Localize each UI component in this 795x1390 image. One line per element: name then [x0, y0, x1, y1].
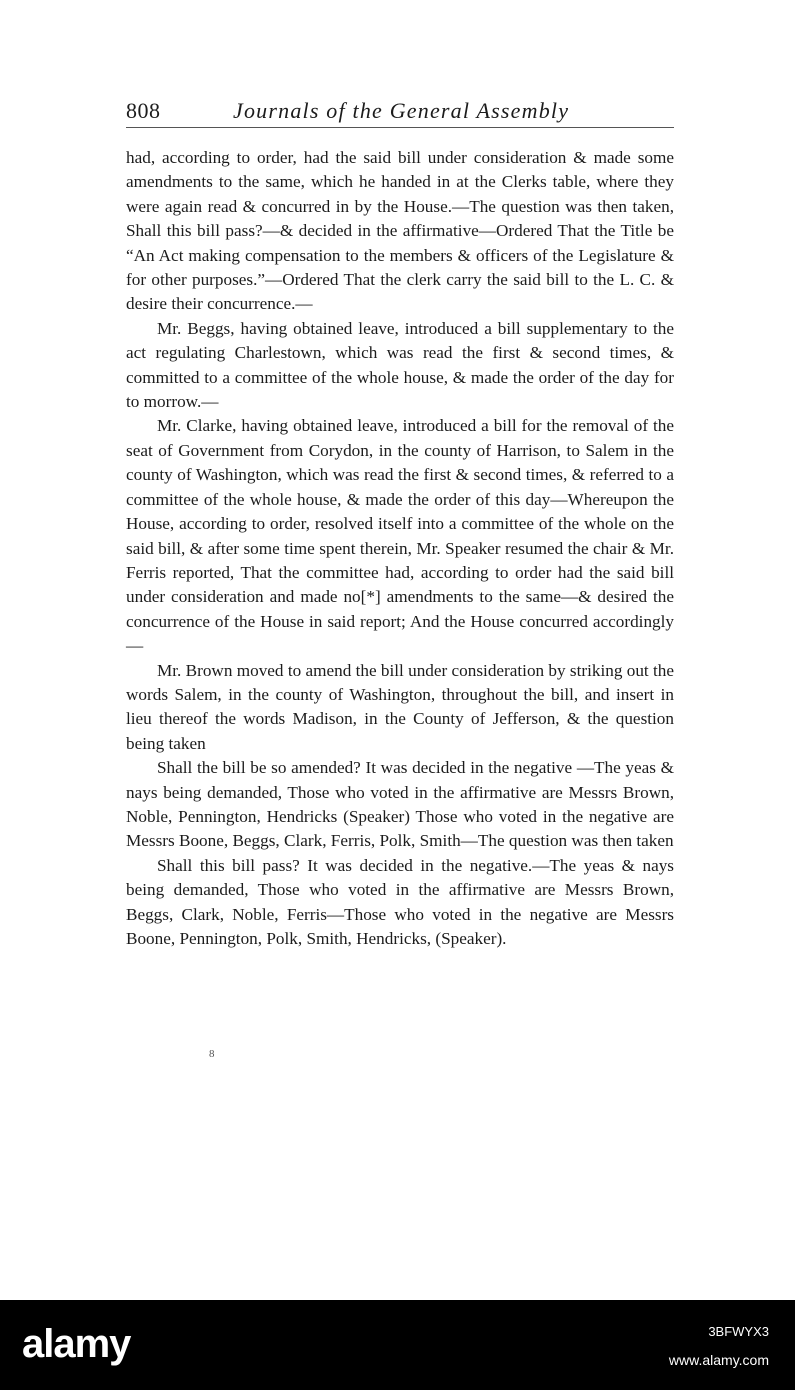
alamy-logo: alamy [22, 1322, 131, 1366]
paragraph-passage-of-compensation-bill: had, according to order, had the said bill under consideration & made some amendments to the same, which he handed in at the Clerks table, where they were again read & concurred in by the House.—The question was then taken, Shall this bill pass?—& decided in the affirmative—Ordered That the Title be “An Act making compensation to the members & officers of the Legislature & for other purposes.”—Ordered That the clerk carry the said bill to the L. C. & desire their concurrence.— [126, 148, 674, 314]
watermark-footer [0, 1300, 795, 1390]
paragraph-beggs-bill: Mr. Beggs, having obtained leave, introduced a bill supplementary to the act regulating Charlestown, which was read the first & second times, & committed to a committee of the whole house, & made the order of the day for to morrow.— [126, 318, 674, 412]
paragraph-passage-vote: Shall this bill pass? It was decided in the negative.—The yeas & nays being demanded, Those who voted in the affirmative are Messrs Brown, Beggs, Clark, Noble, Ferris—Those who voted in the negative are Messrs Boone, Pennington, Polk, Smith, Hendricks, (Speaker). [126, 855, 674, 948]
paragraph-amendment-vote: Shall the bill be so amended? It was decided in the negative —The yeas & nays being demanded, Those who voted in the affirmative are Messrs Brown, Noble, Pennington, Hendricks (Speaker) Those who voted in the negative are Messrs Boone, Beggs, Clark, Ferris, Polk, Smith—The question was then taken [126, 758, 674, 851]
paragraph-brown-amendment: Mr. Brown moved to amend the bill under consideration by striking out the words Salem, in the county of Washington, throughout the bill, and insert in lieu thereof the words Madison, in the County of Jefferson, & the question being taken [126, 660, 674, 753]
paragraph-clarke-bill: Mr. Clarke, having obtained leave, introduced a bill for the removal of the seat of Government from Corydon, in the county of Harrison, to Salem in the county of Washington, which was read the first & second times, & referred to a committee of the whole house, & made the order of this day—Whereupon the House, according to order, resolved itself into a committee of the whole on the said bill, & after some time spent therein, Mr. Speaker resumed the chair & Mr. Ferris reported, That the committee had, according to order had the said bill under consideration and made no[*] amendments to the same—& desired the concurrence of the House in said report; And the House concurred accordingly— [126, 416, 674, 656]
footer-url: www.alamy.com [668, 1352, 769, 1368]
journal-body [126, 146, 674, 951]
image-id: 3BFWYX3 [708, 1324, 769, 1339]
page-number: 808 [126, 98, 161, 123]
running-head [126, 98, 674, 128]
header-rule [126, 127, 674, 128]
marginal-mark: 8 [209, 1048, 215, 1060]
running-title: Journals of the General Assembly [233, 98, 570, 123]
